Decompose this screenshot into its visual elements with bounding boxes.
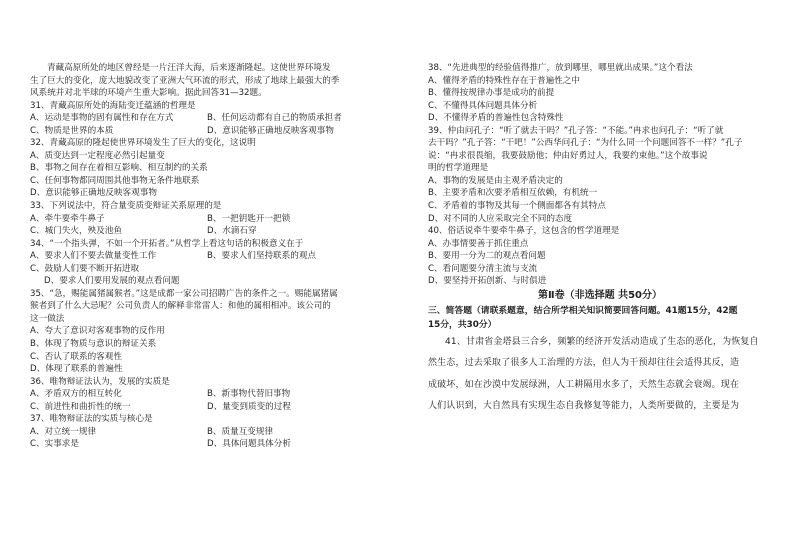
option-b: B、要求人们坚持联系的观点: [207, 251, 317, 262]
question-40: [428, 225, 772, 288]
question-stem: 40、俗话说牵牛要牵牛鼻子，这包含的哲学道理是: [428, 226, 620, 237]
option-b: B、主要矛盾和次要矛盾相互依赖，有机统一: [428, 188, 598, 199]
question-39: [428, 125, 772, 225]
question-stem: 这一做法: [30, 313, 65, 324]
question-stem: 31、青藏高原所处的海陆变迁蕴涵的哲理是: [30, 100, 196, 111]
option-c: C、不懂得具体问题具体分析: [428, 100, 538, 111]
option-b: B、事物之间存在着相互影响、相互制约的关系: [30, 163, 208, 174]
option-d: D、意识能够正确地反映客观事物: [207, 125, 334, 136]
option-a: A、运动是事物的固有属性和存在方式: [30, 113, 174, 124]
question-stem: 明的哲学道理是: [428, 163, 489, 174]
option-c: C、物质是世界的本质: [30, 125, 114, 136]
section-3-line: 三、简答题（请联系题意，结合所学相关知识简要回答问题。41题15分，42题: [428, 305, 738, 316]
option-a: A、对立统一规律: [30, 426, 97, 437]
option-a: A、事物的发展是由主观矛盾决定的: [428, 175, 563, 186]
option-row: [30, 225, 382, 238]
question-stem: 说：“冉求很畏缩，我要鼓励他；仲由好勇过人，我要约束他。”这个故事说: [428, 150, 708, 161]
question-stem: 33、下列说法中，符合量变质变辩证关系原理的是: [30, 201, 222, 212]
question-41-line: 41、甘肃省金塔县三合乡，频繁的经济开发活动造成了生态的恶化，为恢复自: [445, 336, 759, 347]
option-d: D、量变到质变的过程: [207, 401, 291, 412]
option-d: D、意识能够正确地反映客观事物: [30, 188, 157, 199]
intro-line: 青藏高原所处的地区曾经是一片汪洋大海，后来逐渐隆起。这使世界环境发: [47, 63, 331, 73]
option-a: A、牵牛要牵牛鼻子: [30, 213, 105, 224]
option-b: B、体现了物质与意识的辩证关系: [30, 339, 157, 350]
option-a: A、夸大了意识对客观事物的反作用: [30, 326, 165, 337]
option-b: B、质量互变规律: [207, 426, 274, 437]
option-b: B、新事物代替旧事物: [207, 389, 291, 400]
left-column: [30, 62, 382, 451]
option-d: D、水滴石穿: [207, 226, 257, 237]
option-a: A、质变达到一定程度必然引起量变: [30, 150, 165, 161]
intro-line: 生了巨大的变化，庞大地貌改变了亚洲大气环流的形式，形成了地球上最强大的季: [30, 75, 340, 86]
option-c: C、实事求是: [30, 439, 79, 450]
question-38: [428, 62, 772, 125]
option-row: [30, 250, 382, 263]
option-c: C、矛盾着的事物及其每一个侧面都各有其特点: [428, 201, 606, 212]
section-2-title: 第Ⅱ卷（非选择题 共50分）: [538, 289, 662, 301]
question-stem: 39、仲由问孔子：“听了就去干吗？”孔子答：“不能。”冉求也问孔子：“听了就: [428, 125, 724, 136]
option-d: D、具体问题具体分析: [207, 439, 291, 450]
option-c: C、看问题要分清主流与支流: [428, 263, 538, 274]
section-3-line: 15分，共30分）: [428, 319, 497, 330]
question-37: [30, 413, 382, 451]
question-35: [30, 288, 382, 376]
option-a: A、矛盾双方的相互转化: [30, 389, 122, 400]
question-31: [30, 100, 382, 138]
question-41-line: 然生态，过去采取了很多人工治理的方法，但人为干预却往往会适得其反，造: [428, 358, 740, 369]
option-c: C、鼓励人们要不断开拓进取: [30, 263, 140, 274]
question-41: [428, 332, 772, 418]
question-stem: 去干吗？”孔子答：“干吧！”公西华问孔子：“为什么同一个问题回答不一样？”孔子: [428, 138, 743, 149]
question-34: [30, 238, 382, 288]
option-a: A、要求人们不要去做量变性工作: [30, 251, 157, 262]
option-c: C、任何事物都同周围其他事物无条件地联系: [30, 175, 200, 186]
section-3-heading: [428, 304, 772, 332]
question-stem: 36、唯物辩证法认为，发展的实质是: [30, 376, 170, 387]
question-stem: 38、“先进典型的经验值得推广，放到哪里，哪里就出成果。”这个看法: [428, 63, 693, 73]
option-row: [30, 401, 382, 414]
question-stem: 34、“一个指头弹，不如一个开拓者。”从哲学上看这句话的积极意义在于: [30, 238, 304, 249]
option-d: D、体现了联系的普遍性: [30, 364, 123, 375]
question-stem: 35、“急，赐能属猪属猴者。”这是成都一家公司招聘广告的条件之一。赐能属猪属: [30, 288, 338, 299]
question-stem: 37、唯物辩证法的实质与核心是: [30, 414, 153, 425]
option-b: B、任何运动都有自己的物质承担者: [207, 113, 342, 124]
question-41-line: 成破坏，如在沙漠中发展绿洲，人工耕隔用水多了，天然生态就会衰竭。现在: [428, 379, 740, 390]
option-d: D、不懂得矛盾的普遍性包含特殊性: [428, 113, 564, 124]
option-c: C、否认了联系的客观性: [30, 351, 122, 362]
question-stem: 32、青藏高原的隆起使世界环境发生了巨大的变化，这说明: [30, 138, 256, 149]
option-row: [30, 213, 382, 226]
intro-line: 风系统并对北半球的环境产生重大影响。据此回答31—32题。: [30, 88, 267, 99]
question-33: [30, 200, 382, 238]
option-d: D、对不同的人应采取完全不同的态度: [428, 213, 573, 224]
question-32: [30, 137, 382, 200]
intro-passage: [30, 62, 382, 100]
option-row: [30, 426, 382, 439]
option-row: [30, 125, 382, 138]
question-stem: 猴者到了什么大忌呢？公司负责人的解释非常雷人：和他的属相相冲。该公司的: [30, 301, 331, 312]
option-b: B、要用一分为二的观点看问题: [428, 251, 546, 262]
option-b: B、一把钥匙开一把锁: [207, 213, 291, 224]
option-c: C、前进性和曲折性的统一: [30, 401, 131, 412]
right-column: [428, 62, 772, 418]
option-c: C、城门失火，殃及池鱼: [30, 226, 122, 237]
option-row: [30, 438, 382, 451]
option-a: A、懂得矛盾的特殊性存在于普遍性之中: [428, 75, 580, 86]
option-a: A、办事情要善于抓住重点: [428, 238, 529, 249]
option-row: [30, 112, 382, 125]
option-d: D、要求人们要用发展的观点看问题: [44, 276, 180, 287]
option-b: B、懂得按规律办事是成功的前提: [428, 88, 555, 99]
option-row: [30, 388, 382, 401]
question-36: [30, 376, 382, 414]
question-41-line: 人们认识到，大自然具有实现生态自我修复等能力，人类所要做的，主要是为: [428, 401, 740, 412]
option-d: D、要坚持开拓创新、与时俱进: [428, 276, 547, 287]
